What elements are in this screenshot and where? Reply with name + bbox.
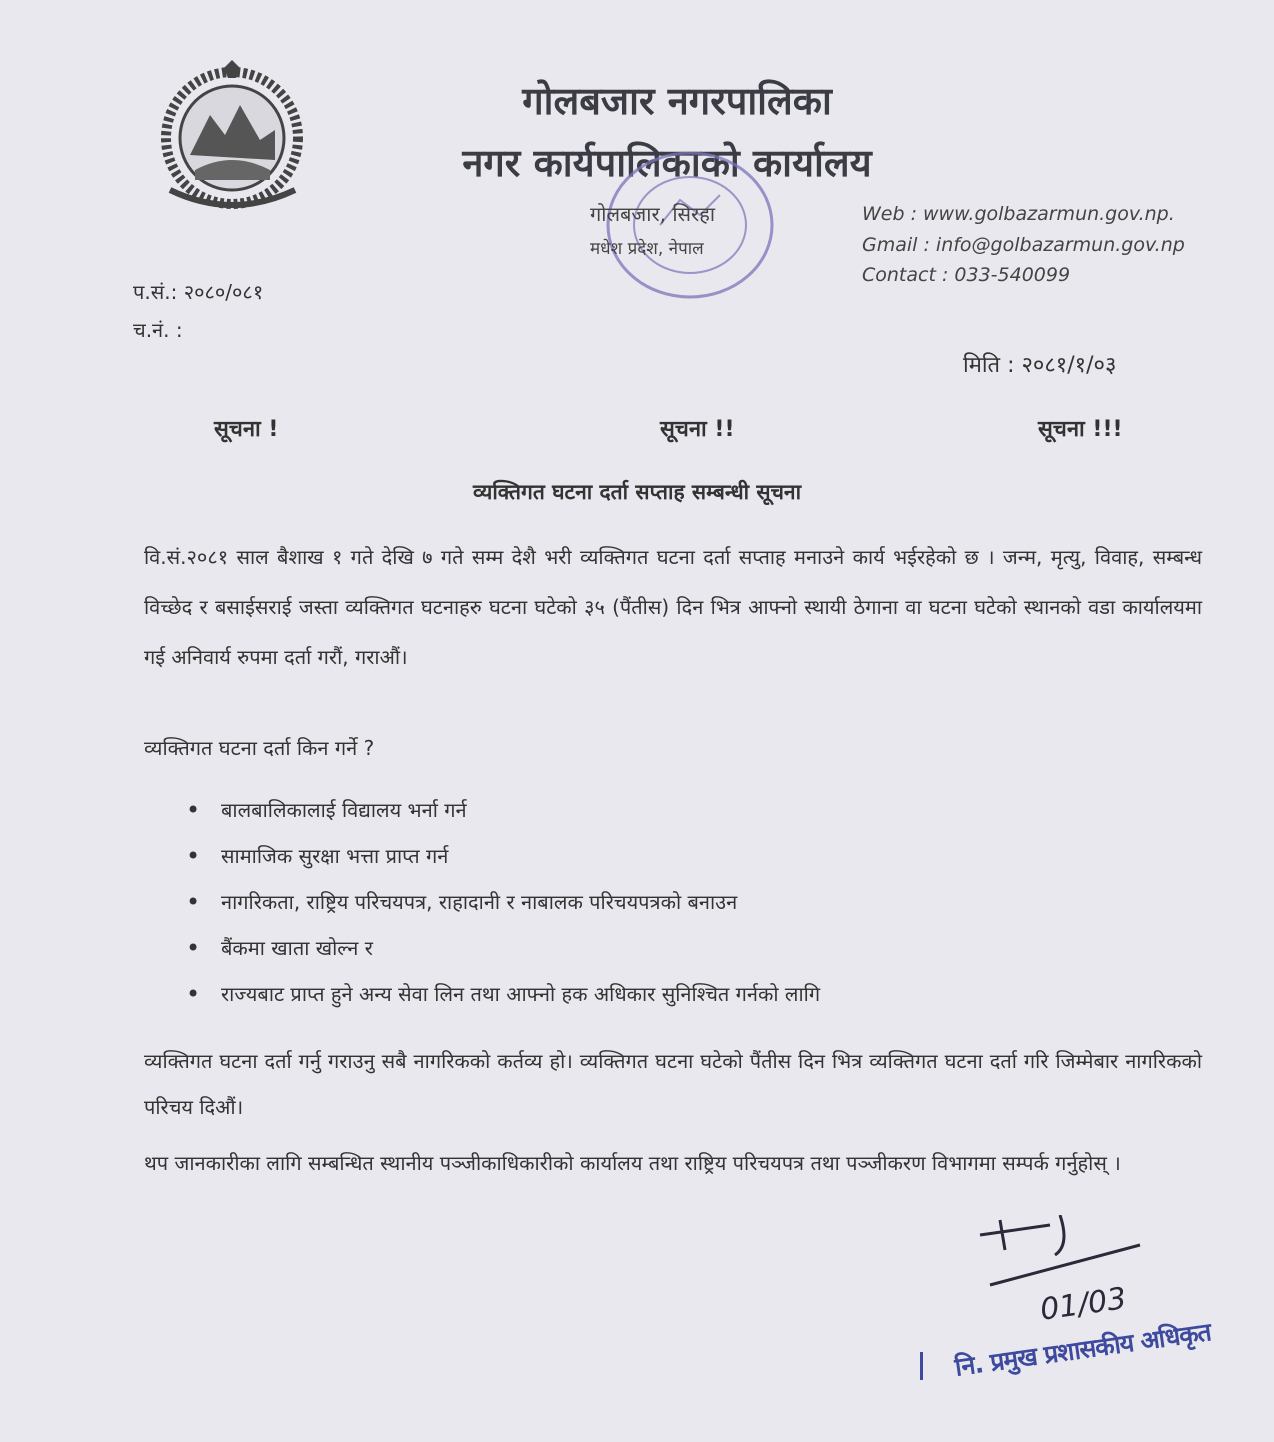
list-item: • सामाजिक सुरक्षा भत्ता प्राप्त गर्न xyxy=(186,836,820,882)
officer-title-stamp: नि. प्रमुख प्रशासकीय अधिकृत xyxy=(953,1317,1213,1382)
list-item: • बैंकमा खाता खोल्न र xyxy=(186,928,820,974)
org-name: गोलबजार नगरपालिका xyxy=(522,78,832,123)
contact-gmail: Gmail : info@golbazarmun.gov.np xyxy=(862,234,1185,256)
list-item: • राज्यबाट प्राप्त हुने अन्य सेवा लिन तथा आफ्नो हक अधिकार सुनिश्चित गर्नको लागि xyxy=(186,974,820,1020)
contact-phone: Contact : 033-540099 xyxy=(862,264,1071,286)
address-line-1: गोलबजार, सिरहा xyxy=(590,202,716,226)
contact-web: Web : www.golbazarmun.gov.np. xyxy=(862,203,1175,225)
list-item: • नागरिकता, राष्ट्रिय परिचयपत्र, राहादानी र नाबालक परिचयपत्रको बनाउन xyxy=(186,882,820,928)
notice-label-1: सूचना ! xyxy=(214,417,279,442)
list-item: • बालबालिकालाई विद्यालय भर्ना गर्न xyxy=(186,790,820,836)
reasons-list xyxy=(186,790,820,1020)
reference-number: प.सं.: २०८०/०८१ xyxy=(133,280,264,304)
body-paragraph-2: व्यक्तिगत घटना दर्ता गर्नु गराउनु सबै नागरिकको कर्तव्य हो। व्यक्तिगत घटना घटेको पैंतीस दिन भित्र व्यक्तिगत घटना दर्ता गरि जिम्मेबार नागरिकको परिचय दिऔं। xyxy=(144,1049,1202,1119)
notice-label-3: सूचना !!! xyxy=(1038,417,1123,442)
why-heading: व्यक्तिगत घटना दर्ता किन गर्ने ? xyxy=(144,736,375,760)
letter-date: मिति : २०८१/१/०३ xyxy=(963,353,1117,378)
stamp-mark xyxy=(920,1352,923,1380)
dispatch-number: च.नं. : xyxy=(133,318,183,342)
signature-date: 01/03 xyxy=(1037,1281,1129,1328)
office-name: नगर कार्यपालिकाको कार्यालय xyxy=(462,140,872,185)
notice-subject: व्यक्तिगत घटना दर्ता सप्ताह सम्बन्धी सूचना xyxy=(472,480,802,504)
address-line-2: मधेश प्रदेश, नेपाल xyxy=(590,239,704,259)
notice-label-2: सूचना !! xyxy=(660,417,735,442)
body-paragraph-1: वि.सं.२०८१ साल बैशाख १ गते देखि ७ गते सम्म देशै भरी व्यक्तिगत घटना दर्ता सप्ताह मनाउने कार्य भईरहेको छ । जन्म, मृत्यु, विवाह, सम्बन्ध विच्छेद र बसाईसराई जस्ता व्यक्तिगत घटनाहरु घटना घटेको ३५ (पैंतीस) दिन भित्र आफ्नो स्थायी ठेगाना वा घटना घटेको स्थानको वडा कार्यालयमा गई अनिवार्य रुपमा दर्ता गरौं, गराऔं। xyxy=(144,545,1202,669)
body-paragraph-3: थप जानकारीका लागि सम्बन्धित स्थानीय पञ्जीकाधिकारीको कार्यालय तथा राष्ट्रिय परिचयपत्र तथा पञ्जीकरण विभागमा सम्पर्क गर्नुहोस् । xyxy=(144,1151,1121,1175)
